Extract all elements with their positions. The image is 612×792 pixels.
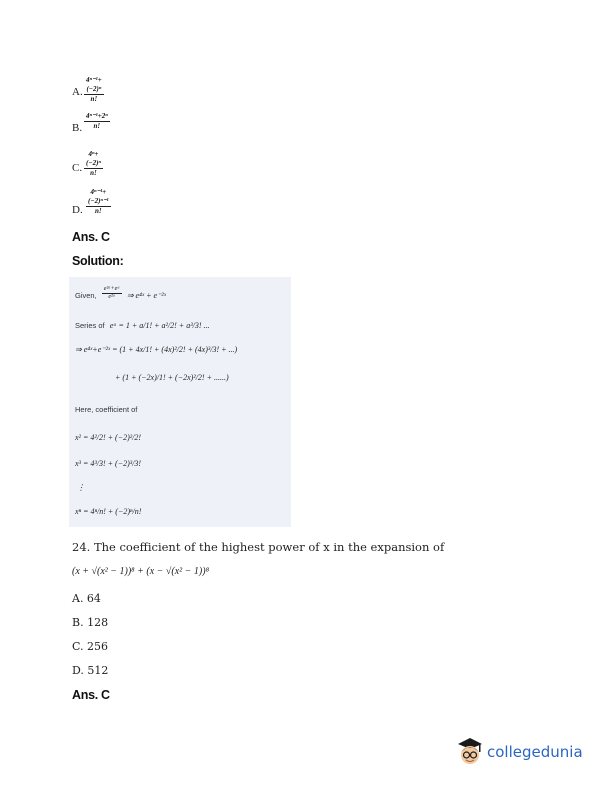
coef-label: Here, coefficient of <box>75 405 138 414</box>
graduate-mascot-icon <box>455 735 485 767</box>
option-letter: B. <box>72 122 83 134</box>
option-letter: C. <box>72 162 83 174</box>
coef-xn: xⁿ = 4ⁿ/n! + (−2)ⁿ/n! <box>75 507 142 516</box>
q24-option-d: D. 512 <box>72 664 109 677</box>
option-letter: D. <box>72 204 83 216</box>
q24-question: 24. The coefficient of the highest power of x in the expansion of <box>72 540 445 554</box>
series-line <box>75 313 210 332</box>
q24-option-a: A. 64 <box>72 592 101 605</box>
series-label: Series of <box>75 321 105 330</box>
q24-expression: (x + √(x² − 1))⁸ + (x − √(x² − 1))⁸ <box>72 566 210 577</box>
coef-x2: x² = 4²/2! + (−2)²/2! <box>75 433 142 442</box>
option-letter: A. <box>72 86 83 98</box>
brand-logo <box>455 735 595 769</box>
series-expr: eᵃ = 1 + a/1! + a²/2! + a³/3! ... <box>109 321 210 330</box>
given-fraction: $\frac{\text{e²ᵃ+eᵃ}}{\text{e²ᵃ}}$ <box>103 286 120 300</box>
option-fraction: $\frac{\text{4ⁿ⁻¹+2ⁿ}}{n!}$ <box>86 112 108 130</box>
q24-option-b: B. 128 <box>72 616 109 629</box>
given-line <box>75 283 166 302</box>
option-fraction: $\frac{\text{4ⁿ⁻¹+(−2)ⁿ}}{n!}$ <box>86 76 102 103</box>
given-label: Given, <box>75 291 97 300</box>
solution-heading: Solution: <box>72 254 124 268</box>
solution-box <box>69 277 291 527</box>
coef-x3: x³ = 4³/3! + (−2)³/3! <box>75 459 142 468</box>
q24-option-c: C. 256 <box>72 640 109 653</box>
brand-name: collegedunia <box>487 743 583 761</box>
option-fraction: $\frac{\text{4ⁿ+(−2)ⁿ}}{n!}$ <box>86 150 101 177</box>
vertical-dots: ⋮ <box>77 483 85 492</box>
expand-line-2: + (1 + (−2x)/1! + (−2x)²/2! + ......) <box>115 373 229 382</box>
option-fraction: $\frac{\text{4ⁿ⁻¹+(−2)ⁿ⁻¹}}{n!}$ <box>88 188 109 215</box>
expand-line-1: ⇒ e⁴ˣ+e⁻²ˣ = (1 + 4x/1! + (4x)²/2! + (4x)³/3! + ...) <box>75 345 238 354</box>
q24-answer: Ans. C <box>72 688 110 702</box>
given-expr: ⇒ e⁴ˣ + e⁻²ˣ <box>126 291 166 300</box>
answer-label: Ans. C <box>72 230 110 244</box>
